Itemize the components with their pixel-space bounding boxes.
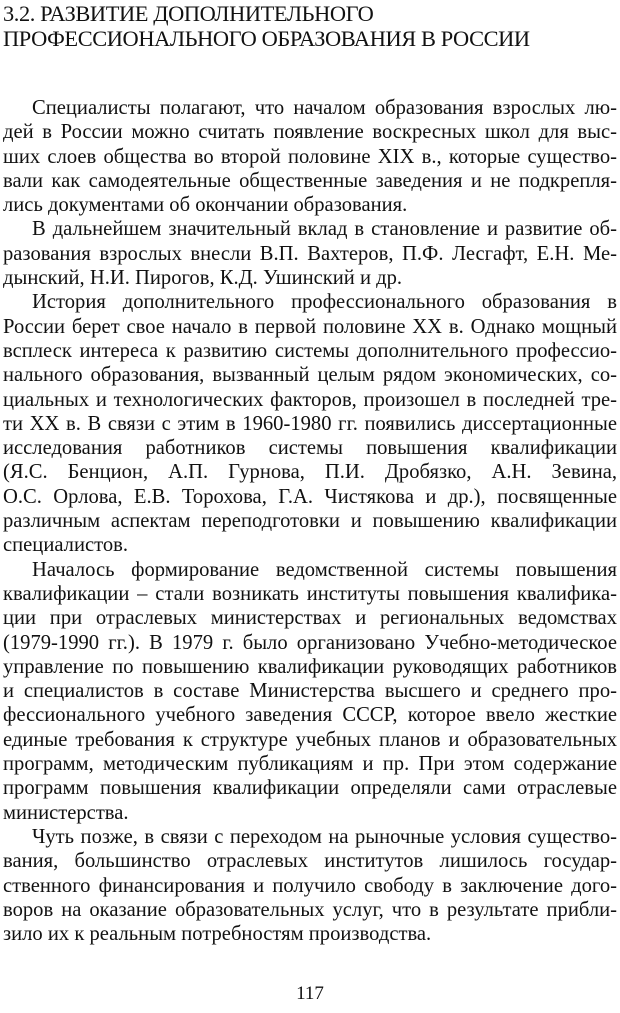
text-line: квалификации – стали возникать институты повышения квалифика-	[3, 582, 617, 605]
text-line: воров на оказание образовательных услуг, что в результате прибли-	[3, 898, 617, 921]
paragraph-market-transition	[3, 825, 617, 946]
paragraph-departmental-system	[3, 558, 617, 825]
paragraph-evening-schools	[3, 96, 617, 217]
text-line: История дополнительного профессионального образования в	[32, 291, 617, 314]
page-number: 117	[296, 983, 324, 1004]
text-line: Чуть позже, в связи с переходом на рыночные условия существо-	[32, 825, 617, 848]
text-line: различным аспектам переподготовки и повышению квалификации	[3, 510, 617, 533]
text-line: Началось формирование ведомственной системы повышения	[32, 558, 617, 581]
text-line: Специалисты полагают, что началом образования взрослых лю-	[32, 97, 617, 119]
text-line: В дальнейшем значительный вклад в становление и развитие об-	[32, 218, 617, 241]
paragraph-contributors	[3, 217, 617, 290]
text-line: О.С. Орлова, Е.В. Торохова, Г.А. Чистякова и др.), посвященные	[3, 485, 617, 508]
text-line: разования взрослых внесли В.П. Вахтеров, П.Ф. Лесгафт, Е.Н. Ме-	[3, 242, 617, 265]
paragraph-history	[3, 290, 617, 557]
text-line: исследования работников системы повышения квалификации	[3, 437, 617, 460]
section-heading-line: ПРОФЕССИОНАЛЬНОГО ОБРАЗОВАНИЯ В РОССИИ	[3, 26, 530, 51]
text-line: программ повышения квалификации определяли сами отраслевые	[3, 777, 617, 800]
section-heading	[3, 1, 583, 51]
text-line: нального образования, вызванный целым рядом экономических, со-	[3, 364, 617, 387]
text-line: ших слоев общества во второй половине XIX в., которые существо-	[3, 145, 617, 168]
text-line: и специалистов в составе Министерства высшего и среднего про-	[3, 680, 617, 703]
text-line: министерства.	[3, 801, 129, 824]
text-line: управление по повышению квалификации руководящих работников	[3, 655, 617, 678]
text-line: ции при отраслевых министерствах и региональных ведомствах	[3, 607, 617, 630]
text-line: вали как самодеятельные общественные заведения и не подкрепля-	[3, 169, 617, 192]
text-line: (1979-1990 гг.). В 1979 г. было организовано Учебно-методическое	[3, 631, 617, 654]
text-line: России берет свое начало в первой половине XX в. Однако мощный	[3, 315, 617, 338]
text-line: ти XX в. В связи с этим в 1960-1980 гг. появились диссертационные	[3, 412, 617, 435]
text-line: лись документами об окончании образования.	[3, 194, 408, 217]
text-line: единые требования к структуре учебных планов и образовательных	[3, 728, 617, 751]
text-line: циальных и технологических факторов, произошел в последней тре-	[3, 388, 617, 411]
text-line: фессионального учебного заведения СССР, которое ввело жесткие	[3, 704, 617, 727]
text-line: ственного финансирования и получило свободу в заключение дого-	[3, 874, 617, 897]
text-line: (Я.С. Бенцион, А.П. Гурнова, П.И. Дробязко, А.Н. Зевина,	[3, 461, 617, 484]
text-line: дей в России можно считать появление воскресных школ для выс-	[3, 121, 617, 144]
text-line: программ, методическим публикациям и пр. При этом содержание	[3, 753, 617, 776]
text-line: всплеск интереса к развитию системы дополнительного профессио-	[3, 339, 617, 362]
section-heading-line: 3.2. РАЗВИТИЕ ДОПОЛНИТЕЛЬНОГО	[3, 1, 374, 26]
text-line: зило их к реальным потребностям производства.	[3, 923, 432, 946]
text-line: дынский, Н.И. Пирогов, К.Д. Ушинский и др.	[3, 267, 403, 290]
text-line: специалистов.	[3, 534, 129, 557]
body-text	[3, 96, 617, 946]
text-line: вания, большинство отраслевых институтов лишилось государ-	[3, 850, 617, 873]
